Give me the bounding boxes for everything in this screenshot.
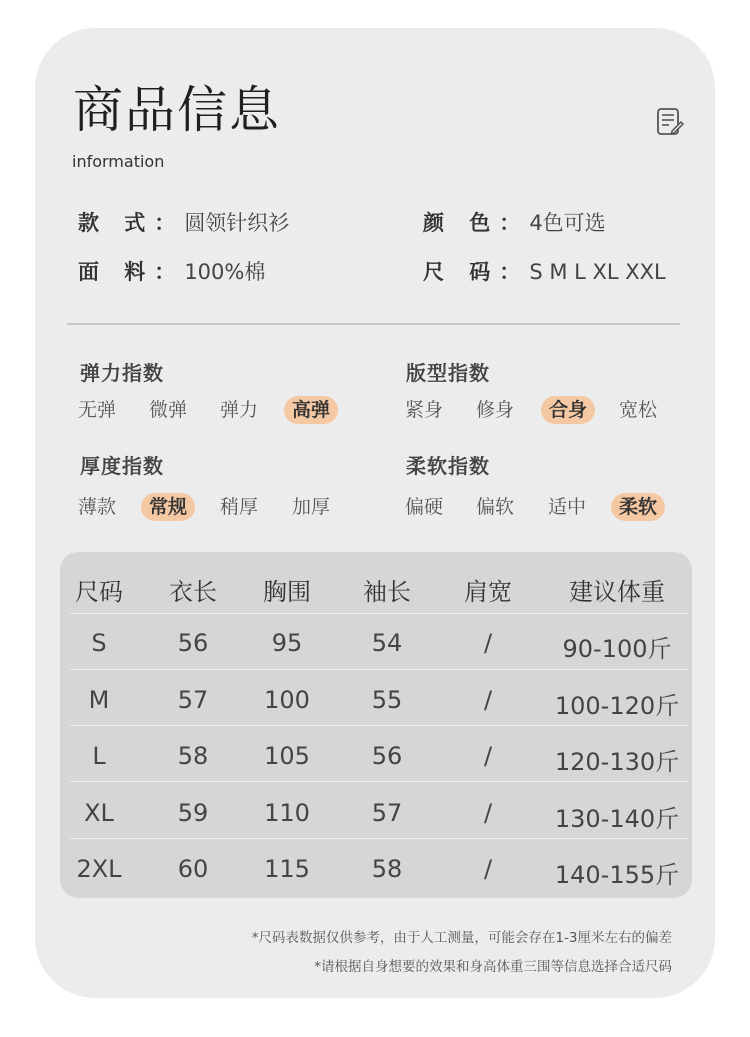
spec-size [423, 258, 666, 286]
thickness-title: 厚度指数 [80, 454, 164, 478]
table-header-sleeve: 袖长 [363, 578, 411, 606]
table-cell: 60 [177, 855, 209, 883]
fit-title: 版型指数 [406, 361, 490, 385]
spec-style-label: 款 式： [78, 211, 185, 235]
table-cell: 58 [177, 742, 209, 770]
elasticity-title: 弹力指数 [80, 361, 164, 385]
table-cell: 115 [264, 855, 310, 883]
table-cell: 56 [177, 629, 209, 657]
table-cell: / [483, 686, 493, 714]
thickness-option: 薄款 [78, 496, 117, 518]
fit-option: 修身 [476, 399, 515, 421]
spec-color-value: 4色可选 [529, 211, 606, 235]
table-cell: M [88, 686, 110, 714]
spec-color-label: 颜 色： [423, 211, 530, 235]
table-header-chest: 胸围 [263, 578, 311, 606]
table-cell: 100-120斤 [554, 692, 680, 720]
table-cell: / [483, 742, 493, 770]
row-divider [70, 613, 688, 614]
softness-option: 偏硬 [405, 496, 444, 518]
spec-color [423, 209, 606, 237]
table-cell: 140-155斤 [554, 861, 680, 889]
table-cell: L [92, 742, 106, 770]
table-cell: 58 [371, 855, 403, 883]
row-divider [70, 781, 688, 782]
table-cell: S [91, 629, 107, 657]
softness-option-selected: 柔软 [611, 493, 665, 521]
table-cell: 95 [271, 629, 303, 657]
table-cell: 130-140斤 [554, 805, 680, 833]
thickness-option: 稍厚 [220, 496, 259, 518]
table-header-size: 尺码 [75, 578, 123, 606]
spec-style-value: 圆领针织衫 [184, 211, 290, 235]
table-cell: 100 [264, 686, 310, 714]
table-cell: 59 [177, 799, 209, 827]
elasticity-option-selected: 高弹 [284, 396, 338, 424]
table-cell: 120-130斤 [554, 748, 680, 776]
table-cell: / [483, 629, 493, 657]
spec-style [78, 209, 289, 237]
row-divider [70, 725, 688, 726]
softness-option: 偏软 [476, 496, 515, 518]
fit-option: 宽松 [619, 399, 658, 421]
table-header-shoulder: 肩宽 [464, 578, 512, 606]
thickness-option-selected: 常规 [141, 493, 195, 521]
table-cell: 54 [371, 629, 403, 657]
spec-fabric [78, 258, 265, 286]
table-cell: / [483, 855, 493, 883]
table-header-weight: 建议体重 [569, 578, 665, 606]
softness-option: 适中 [548, 496, 587, 518]
divider [67, 323, 680, 325]
fit-option: 紧身 [405, 399, 444, 421]
spec-size-label: 尺 码： [423, 260, 530, 284]
footnote: *请根据自身想要的效果和身高体重三围等信息选择合适尺码 [314, 959, 672, 975]
page-title: 商品信息 [73, 81, 281, 139]
row-divider [70, 838, 688, 839]
table-cell: 110 [264, 799, 310, 827]
elasticity-option: 无弹 [78, 399, 117, 421]
elasticity-option: 弹力 [220, 399, 259, 421]
fit-option-selected: 合身 [541, 396, 595, 424]
table-header-length: 衣长 [169, 578, 217, 606]
table-cell: 57 [371, 799, 403, 827]
spec-fabric-label: 面 料： [78, 260, 185, 284]
table-cell: 2XL [76, 855, 122, 883]
softness-title: 柔软指数 [406, 454, 490, 478]
row-divider [70, 669, 688, 670]
spec-fabric-value: 100%棉 [184, 260, 266, 284]
document-edit-icon [655, 107, 685, 137]
table-cell: 105 [264, 742, 310, 770]
table-cell: 55 [371, 686, 403, 714]
footnote: *尺码表数据仅供参考，由于人工测量，可能会存在1-3厘米左右的偏差 [251, 930, 672, 946]
table-cell: 56 [371, 742, 403, 770]
table-cell: XL [84, 799, 114, 827]
page-subtitle: information [72, 152, 165, 171]
table-cell: 57 [177, 686, 209, 714]
table-cell: / [483, 799, 493, 827]
table-cell: 90-100斤 [562, 635, 672, 663]
elasticity-option: 微弹 [149, 399, 188, 421]
spec-size-value: S M L XL XXL [529, 260, 666, 284]
thickness-option: 加厚 [292, 496, 331, 518]
